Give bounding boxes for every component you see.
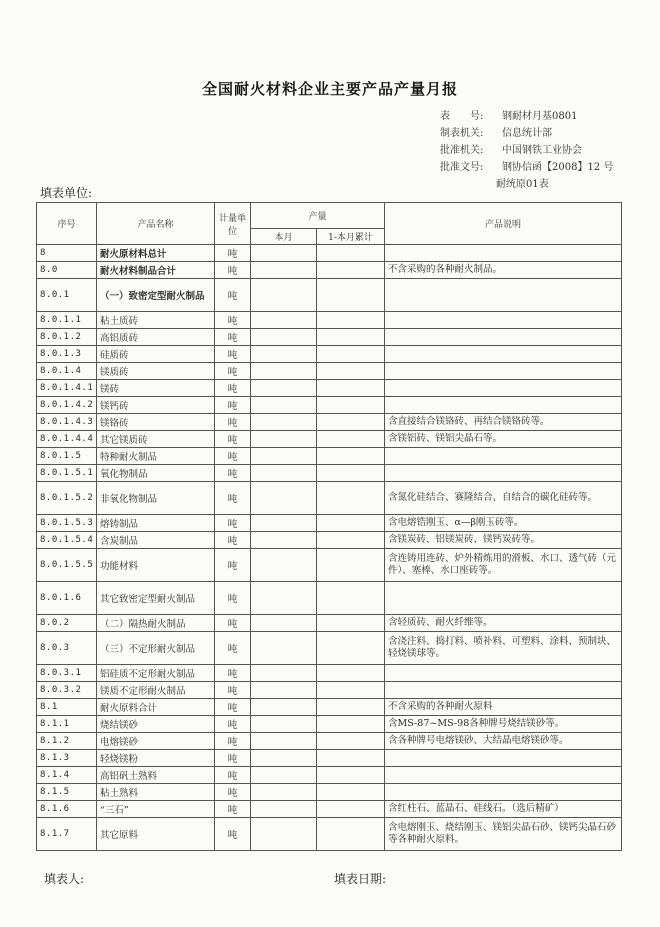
header-code: 序号 [37, 203, 97, 245]
meta-form-code: 耐统原01表 [496, 179, 549, 190]
row-cumulative [317, 380, 385, 397]
row-unit: 吨 [215, 716, 251, 733]
row-product-name: 功能材料 [97, 549, 215, 582]
row-product-name: 其它原料 [97, 818, 215, 851]
row-cumulative [317, 549, 385, 582]
row-description [385, 380, 622, 397]
reporting-unit-label: 填表单位: [40, 186, 93, 200]
row-product-name: 耐火材料制品合计 [97, 262, 215, 279]
row-description [385, 312, 622, 329]
row-product-name: 氧化物制品 [97, 465, 215, 482]
row-cumulative [317, 312, 385, 329]
table-row [37, 262, 622, 279]
row-unit: 吨 [215, 750, 251, 767]
row-this-month [251, 465, 317, 482]
row-cumulative [317, 363, 385, 380]
row-description [385, 465, 622, 482]
row-description: 含氮化硅结合、赛隆结合、自结合的碳化硅砖等。 [385, 482, 622, 515]
table-row [37, 329, 622, 346]
row-code: 8.0.1.5.5 [37, 549, 97, 582]
meta-value: 信息统计部 [502, 128, 552, 139]
table-row [37, 245, 622, 262]
row-unit: 吨 [215, 262, 251, 279]
row-this-month [251, 733, 317, 750]
row-cumulative [317, 515, 385, 532]
row-description [385, 346, 622, 363]
row-this-month [251, 414, 317, 431]
row-unit: 吨 [215, 733, 251, 750]
row-cumulative [317, 665, 385, 682]
row-cumulative [317, 245, 385, 262]
row-cumulative [317, 818, 385, 851]
table-row [37, 750, 622, 767]
row-this-month [251, 431, 317, 448]
header-unit: 计量单位 [215, 203, 251, 245]
row-description: 不含采购的各种耐火制品。 [385, 262, 622, 279]
row-this-month [251, 665, 317, 682]
row-code: 8.0 [37, 262, 97, 279]
row-code: 8.0.1.5.4 [37, 532, 97, 549]
row-this-month [251, 532, 317, 549]
row-cumulative [317, 262, 385, 279]
row-description [385, 682, 622, 699]
row-this-month [251, 397, 317, 414]
row-description: 含镁铝砖、镁铝尖晶石等。 [385, 431, 622, 448]
row-this-month [251, 279, 317, 312]
row-product-name: 耐火原料合计 [97, 699, 215, 716]
row-code: 8.1.6 [37, 801, 97, 818]
row-code: 8.1.2 [37, 733, 97, 750]
row-unit: 吨 [215, 682, 251, 699]
row-product-name: 烧结镁砂 [97, 716, 215, 733]
row-cumulative [317, 329, 385, 346]
header-cumulative: 1-本月累计 [317, 229, 385, 245]
row-description [385, 245, 622, 262]
row-product-name: 粘土熟料 [97, 784, 215, 801]
row-code: 8.0.1.5.2 [37, 482, 97, 515]
row-description: 含红柱石、蓝晶石、硅线石。（选后精矿） [385, 801, 622, 818]
row-this-month [251, 448, 317, 465]
report-title: 全国耐火材料企业主要产品产量月报 [201, 80, 458, 98]
row-product-name: 非氧化物制品 [97, 482, 215, 515]
table-row [37, 448, 622, 465]
meta-approval-number [440, 159, 613, 176]
row-description [385, 767, 622, 784]
table-row [37, 465, 622, 482]
row-code: 8.0.1 [37, 279, 97, 312]
row-cumulative [317, 750, 385, 767]
row-unit: 吨 [215, 818, 251, 851]
row-code: 8.0.1.1 [37, 312, 97, 329]
row-this-month [251, 632, 317, 665]
row-product-name: 电熔镁砂 [97, 733, 215, 750]
production-table [36, 202, 622, 851]
row-cumulative [317, 465, 385, 482]
row-this-month [251, 380, 317, 397]
row-this-month [251, 329, 317, 346]
row-cumulative [317, 582, 385, 615]
row-product-name: 高铝矾土熟料 [97, 767, 215, 784]
row-product-name: 含炭制品 [97, 532, 215, 549]
row-description [385, 397, 622, 414]
row-code: 8.1.1 [37, 716, 97, 733]
row-product-name: （一）致密定型耐火制品 [97, 279, 215, 312]
row-code: 8.0.3.2 [37, 682, 97, 699]
table-row [37, 363, 622, 380]
row-product-name: （三）不定形耐火制品 [97, 632, 215, 665]
header-output: 产量 [251, 203, 385, 229]
table-row [37, 801, 622, 818]
meta-value: 钢耐材月基0801 [502, 111, 578, 122]
row-cumulative [317, 431, 385, 448]
report-meta [440, 108, 613, 193]
table-row [37, 515, 622, 532]
row-unit: 吨 [215, 279, 251, 312]
row-description: 含电熔锆刚玉、α—β刚玉砖等。 [385, 515, 622, 532]
row-code: 8.0.1.4.4 [37, 431, 97, 448]
row-description: 含连铸用连砖、炉外精炼用的滑板、水口、透气砖（元件）、塞棒、水口座砖等。 [385, 549, 622, 582]
row-this-month [251, 262, 317, 279]
row-product-name: 镁质不定形耐火制品 [97, 682, 215, 699]
row-unit: 吨 [215, 363, 251, 380]
row-product-name: 镁钙砖 [97, 397, 215, 414]
row-description: 含直接结合镁铬砖、再结合镁铬砖等。 [385, 414, 622, 431]
table-row [37, 716, 622, 733]
table-row [37, 482, 622, 515]
row-code: 8.0.1.5.1 [37, 465, 97, 482]
row-description [385, 784, 622, 801]
row-cumulative [317, 414, 385, 431]
row-unit: 吨 [215, 380, 251, 397]
meta-label: 批准文号: [440, 162, 484, 173]
row-this-month [251, 346, 317, 363]
row-code: 8.0.3.1 [37, 665, 97, 682]
row-description [385, 665, 622, 682]
row-this-month [251, 515, 317, 532]
row-code: 8.0.3 [37, 632, 97, 665]
row-cumulative [317, 699, 385, 716]
row-cumulative [317, 784, 385, 801]
meta-value: 中国钢铁工业协会 [502, 145, 582, 156]
row-code: 8.1.5 [37, 784, 97, 801]
row-description: 含各种牌号电熔镁砂、大结晶电熔镁砂等。 [385, 733, 622, 750]
row-code: 8.1.7 [37, 818, 97, 851]
table-row [37, 632, 622, 665]
row-unit: 吨 [215, 329, 251, 346]
table-row [37, 532, 622, 549]
table-row [37, 346, 622, 363]
row-this-month [251, 767, 317, 784]
table-row [37, 733, 622, 750]
row-code: 8.0.1.4 [37, 363, 97, 380]
row-cumulative [317, 448, 385, 465]
row-product-name: 镁砖 [97, 380, 215, 397]
row-cumulative [317, 716, 385, 733]
row-this-month [251, 699, 317, 716]
row-unit: 吨 [215, 465, 251, 482]
row-this-month [251, 750, 317, 767]
row-description: 含镁炭砖、铝镁炭砖、镁钙炭砖等。 [385, 532, 622, 549]
row-this-month [251, 363, 317, 380]
row-this-month [251, 716, 317, 733]
row-code: 8.0.1.6 [37, 582, 97, 615]
meta-form-number [440, 108, 613, 125]
row-code: 8.0.2 [37, 615, 97, 632]
header-product-name: 产品名称 [97, 203, 215, 245]
row-cumulative [317, 615, 385, 632]
row-code: 8.0.1.3 [37, 346, 97, 363]
table-row [37, 682, 622, 699]
row-unit: 吨 [215, 699, 251, 716]
row-code: 8.0.1.4.1 [37, 380, 97, 397]
row-cumulative [317, 632, 385, 665]
row-cumulative [317, 767, 385, 784]
row-cumulative [317, 279, 385, 312]
row-unit: 吨 [215, 397, 251, 414]
row-this-month [251, 801, 317, 818]
row-unit: 吨 [215, 431, 251, 448]
row-unit: 吨 [215, 767, 251, 784]
row-unit: 吨 [215, 549, 251, 582]
row-code: 8.0.1.4.3 [37, 414, 97, 431]
row-description [385, 279, 622, 312]
row-description [385, 448, 622, 465]
row-product-name: 高铝质砖 [97, 329, 215, 346]
row-description: 含轻质砖、耐火纤维等。 [385, 615, 622, 632]
filler-label: 填表人: [44, 872, 85, 886]
row-description: 不含采购的各种耐火原料 [385, 699, 622, 716]
row-product-name: 轻烧镁粉 [97, 750, 215, 767]
row-unit: 吨 [215, 665, 251, 682]
row-product-name: 熔铸制品 [97, 515, 215, 532]
row-unit: 吨 [215, 532, 251, 549]
row-product-name: 其它镁质砖 [97, 431, 215, 448]
row-cumulative [317, 346, 385, 363]
row-unit: 吨 [215, 245, 251, 262]
row-cumulative [317, 482, 385, 515]
row-unit: 吨 [215, 632, 251, 665]
row-code: 8.0.1.4.2 [37, 397, 97, 414]
table-body [37, 245, 622, 851]
row-unit: 吨 [215, 582, 251, 615]
row-cumulative [317, 532, 385, 549]
table-row [37, 615, 622, 632]
row-this-month [251, 312, 317, 329]
row-code: 8.1 [37, 699, 97, 716]
row-product-name: 其它致密定型耐火制品 [97, 582, 215, 615]
row-description [385, 363, 622, 380]
row-code: 8 [37, 245, 97, 262]
row-product-name: 铝硅质不定形耐火制品 [97, 665, 215, 682]
table-row [37, 431, 622, 448]
header-this-month: 本月 [251, 229, 317, 245]
header-description: 产品说明 [385, 203, 622, 245]
row-description: 含浇注料、捣打料、喷补料、可塑料、涂料、预制块、轻烧镁球等。 [385, 632, 622, 665]
table-row [37, 665, 622, 682]
meta-label: 批准机关: [440, 145, 484, 156]
row-description [385, 750, 622, 767]
row-unit: 吨 [215, 801, 251, 818]
meta-approving-authority [440, 142, 613, 159]
row-this-month [251, 818, 317, 851]
table-row [37, 767, 622, 784]
table-row [37, 380, 622, 397]
row-code: 8.0.1.5.3 [37, 515, 97, 532]
row-product-name: 硅质砖 [97, 346, 215, 363]
row-this-month [251, 615, 317, 632]
table-row [37, 414, 622, 431]
row-code: 8.0.1.5 [37, 448, 97, 465]
table-row [37, 279, 622, 312]
row-cumulative [317, 682, 385, 699]
table-row [37, 397, 622, 414]
row-this-month [251, 482, 317, 515]
row-this-month [251, 582, 317, 615]
row-code: 8.1.4 [37, 767, 97, 784]
row-cumulative [317, 733, 385, 750]
row-product-name: 镁铬砖 [97, 414, 215, 431]
row-description: 含MS-87~MS-98各种牌号烧结镁砂等。 [385, 716, 622, 733]
table-row [37, 312, 622, 329]
table-row [37, 549, 622, 582]
table-row [37, 784, 622, 801]
row-unit: 吨 [215, 414, 251, 431]
row-this-month [251, 682, 317, 699]
row-description: 含电熔刚玉、烧结刚玉、镁铝尖晶石砂、镁钙尖晶石砂等各种耐火原料。 [385, 818, 622, 851]
row-product-name: “三石” [97, 801, 215, 818]
row-product-name: 特种耐火制品 [97, 448, 215, 465]
row-product-name: （二）隔热耐火制品 [97, 615, 215, 632]
table-row [37, 582, 622, 615]
row-unit: 吨 [215, 448, 251, 465]
row-product-name: 镁质砖 [97, 363, 215, 380]
table-row [37, 699, 622, 716]
table-row [37, 818, 622, 851]
row-unit: 吨 [215, 346, 251, 363]
meta-value: 钢协信函【2008】12 号 [502, 162, 614, 173]
row-this-month [251, 784, 317, 801]
row-product-name: 耐火原材料总计 [97, 245, 215, 262]
row-code: 8.1.3 [37, 750, 97, 767]
row-cumulative [317, 801, 385, 818]
row-unit: 吨 [215, 784, 251, 801]
meta-label: 制表机关: [440, 128, 484, 139]
row-this-month [251, 245, 317, 262]
row-description [385, 582, 622, 615]
row-unit: 吨 [215, 515, 251, 532]
row-code: 8.0.1.2 [37, 329, 97, 346]
meta-label: 表 号: [440, 111, 484, 122]
row-cumulative [317, 397, 385, 414]
meta-issuing-authority [440, 125, 613, 142]
row-unit: 吨 [215, 312, 251, 329]
row-unit: 吨 [215, 482, 251, 515]
fill-date-label: 填表日期: [334, 872, 387, 886]
row-product-name: 粘土质砖 [97, 312, 215, 329]
row-this-month [251, 549, 317, 582]
row-unit: 吨 [215, 615, 251, 632]
row-description [385, 329, 622, 346]
